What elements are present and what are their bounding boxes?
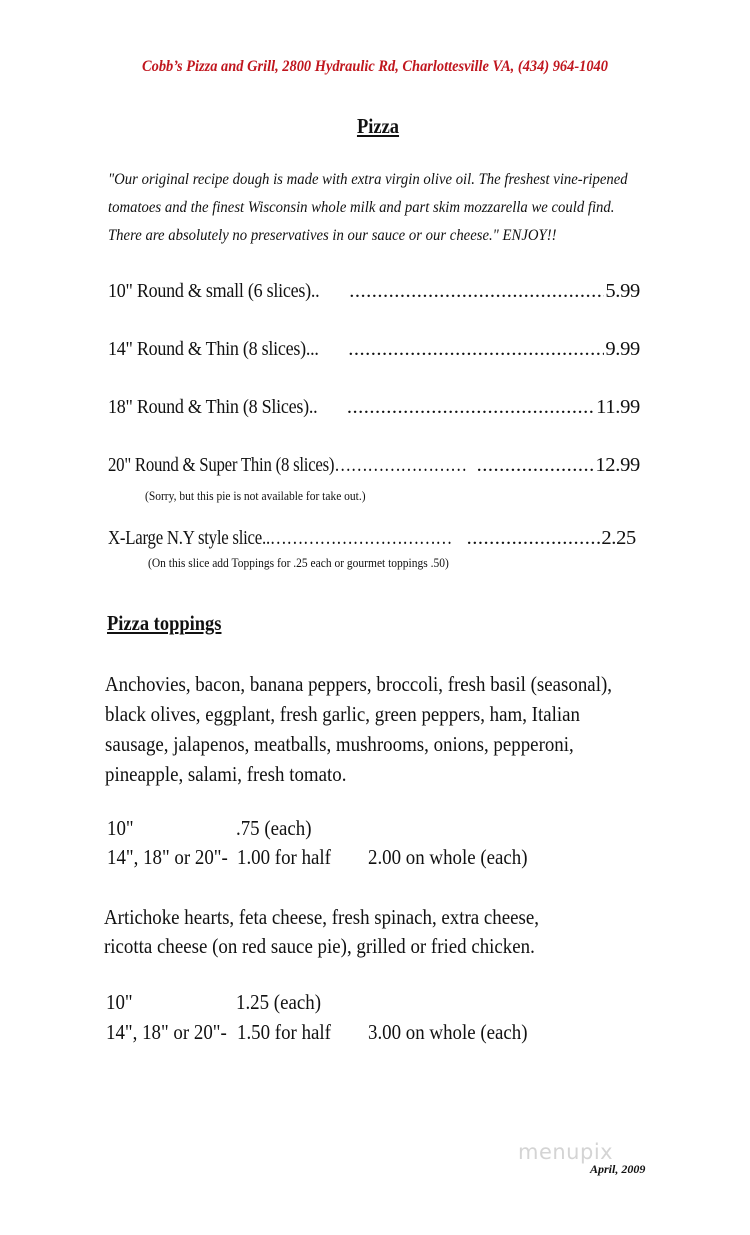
- gourmet-toppings-line: Artichoke hearts, feta cheese, fresh spinach, extra cheese,: [104, 905, 540, 929]
- menu-item-note: (Sorry, but this pie is not available for take out.): [145, 489, 366, 503]
- menu-item-name: X-Large N.Y style slice..……………………………: [108, 527, 453, 549]
- price-size: 14", 18" or 20"-: [107, 845, 228, 869]
- leader-dots: [349, 280, 604, 303]
- section-title: Pizza toppings: [107, 611, 222, 635]
- intro-line: tomatoes and the finest Wisconsin whole milk and part skim mozzarella we could find.: [108, 199, 615, 216]
- menu-item: [108, 396, 640, 419]
- menu-item-name: 10" Round & small (6 slices)..: [108, 280, 320, 302]
- restaurant-header: Cobb’s Pizza and Grill, 2800 Hydraulic Rd, Charlottesville VA, (434) 964-1040: [142, 58, 608, 75]
- menu-item: [108, 454, 640, 477]
- menu-item-name: 20" Round & Super Thin (8 slices)……………………: [108, 454, 467, 476]
- menu-item-price: 11.99: [596, 396, 640, 418]
- toppings-line: sausage, jalapenos, meatballs, mushrooms, onions, pepperoni,: [105, 732, 574, 756]
- price-value: .75 (each): [236, 816, 312, 840]
- gourmet-toppings-line: ricotta cheese (on red sauce pie), grilled or fried chicken.: [104, 934, 535, 958]
- price-value: 1.25 (each): [236, 990, 322, 1014]
- intro-line: "Our original recipe dough is made with extra virgin olive oil. The freshest vine-ripened: [108, 171, 628, 188]
- leader-dots: [347, 396, 595, 419]
- menu-item: [108, 280, 640, 303]
- menu-item-price: 9.99: [605, 338, 640, 360]
- watermark: menupix: [518, 1140, 614, 1164]
- price-size: 10": [106, 990, 133, 1014]
- menu-item-note: (On this slice add Toppings for .25 each or gourmet toppings .50): [148, 556, 449, 570]
- menu-item-name: 14" Round & Thin (8 slices)...: [108, 338, 319, 360]
- menu-item: [108, 527, 636, 550]
- menu-item-price: 12.99: [595, 454, 640, 476]
- leader-dots: [467, 527, 601, 550]
- price-whole: 2.00 on whole (each): [368, 845, 528, 869]
- price-size: 10": [107, 816, 134, 840]
- menu-item: [108, 338, 640, 361]
- leader-dots: [348, 338, 604, 361]
- page-title: Pizza: [356, 114, 400, 138]
- toppings-line: Anchovies, bacon, banana peppers, broccoli, fresh basil (seasonal),: [105, 672, 612, 696]
- price-size: 14", 18" or 20"-: [106, 1020, 227, 1044]
- menu-date: April, 2009: [590, 1162, 646, 1176]
- price-whole: 3.00 on whole (each): [368, 1020, 528, 1044]
- menu-item-price: 5.99: [605, 280, 640, 302]
- toppings-line: pineapple, salami, fresh tomato.: [105, 762, 347, 786]
- price-half: 1.50 for half: [237, 1020, 331, 1044]
- intro-line: There are absolutely no preservatives in our sauce or our cheese." ENJOY!!: [108, 227, 557, 244]
- price-half: 1.00 for half: [237, 845, 331, 869]
- toppings-line: black olives, eggplant, fresh garlic, green peppers, ham, Italian: [105, 702, 580, 726]
- menu-item-name: 18" Round & Thin (8 Slices)..: [108, 396, 318, 418]
- leader-dots: [477, 454, 595, 477]
- menu-item-price: 2.25: [601, 527, 636, 549]
